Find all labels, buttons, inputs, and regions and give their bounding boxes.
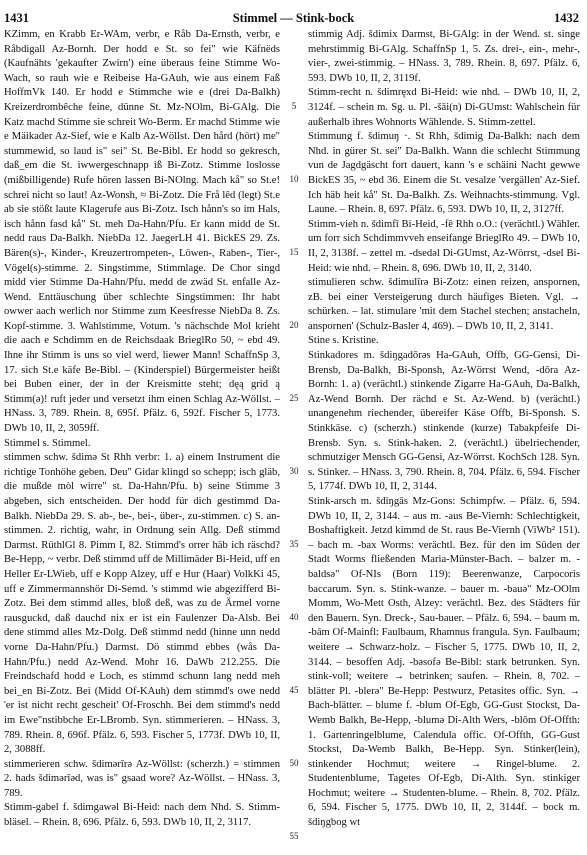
line-number: 10	[289, 174, 299, 184]
entry-stimmen: stimmen schw. šdimə St Rhh verbr: 1. a) einem Instrument die richtige Tonhöhe geben. Deu" Gidar klingd so schepp; isch gläb, die mußde mòl wirre" st. Da-Hahn/Pfu. b) seine Stimme 3 abgeben, sich entscheiden. Der hodd für dich gestimmd Da-Balkh. NiebDa 29. S. ab-, be-, bei-, über-, zu-stimmen. c) S. an-stimmen. 2. richtig, wahr, in Ordnung sein Allg. Deß stimmd Darmst. RüthlGl 8. Pimm I, 82. Stimmd's orrer häb ich räschd? Be-Hepp, ~ verbr. Deß stimmd uff de Millimäder Bi-Heid, uff en Heller Er-LWieb, uff e Kopp Alzey, uff e Hur (Haar) VolkKi 45, uff e Zimmermannshör Di-Semd. 's stimmd wie abgezifferd Bi-Zotz. Bei dem stimmd alles, bloß deß, was zu de Ärmel vorne rausguckd, daß dauchd nix er ist ein Faulenzer Da-Alsb. Bei dene stimmd alles Mz-Dolg. Deß stimmd nedd (hinne unn nedd vorne Da-Hahn/Pfu.) Darmst. Dö stimmd ebbes (wås Da-Hahn/Pfu.) nedd Az-Wend. Mohr 16. DaWb 212.255. Die Freindschafd hodd e Loch, es stimmd schunn lang nedd meh bei_en Bi-Zotz. Bei (Midd Of-KAuh) dem stimmd's owe nedd 'er ist nicht recht gescheit' Of-Froschh. Bei dem stimmd's nedd im Ewe"nstibbche Er-LBromb. Syn. stimmerieren. – HNass. 3, 789. Rhein. 8, 696f. Pfälz. 6, 593. Fischer 5, 1773f. DWb 10, II, 2, 3088ff.	[4, 452, 280, 756]
right-column	[308, 28, 580, 849]
entry-stimm-gabel: Stimm-gabel f. šdimgawəl Bi-Heid: nach dem Nhd. S. Stimm-bläsel. – Rhein. 8, 696. Pfälz. 6, 593. DWb 10, II, 2, 3117.	[4, 802, 280, 829]
page-header	[0, 10, 587, 26]
line-number: 5	[291, 101, 297, 111]
page-number-right: 1432	[554, 11, 579, 25]
line-number: 35	[289, 539, 299, 549]
entry-stine: Stine s. Kristine.	[308, 335, 379, 347]
line-number: 25	[289, 393, 299, 403]
entry-stimmel: Stimmel s. Stimmel.	[4, 437, 91, 449]
line-number-gutter	[283, 28, 305, 849]
line-number: 50	[289, 758, 299, 768]
line-number: 55	[289, 831, 299, 841]
entry-stimm-vieh: Stimm-vieh n. šdimfī Bi-Heid, -fē Rhh o.O.: (verächtl.) Wähler. um forr sich Schdimmvveh enseifange BrieglRo 49. – DWb 10, II, 2, 3138f. – zettel m. -dsedəl Di-GUmst, Az-Wörrst, -dsel Bi-Heid: wie nhd. – Rhein. 8, 696. DWb 10, II, 2, 3140.	[308, 218, 580, 274]
line-number: 20	[289, 320, 299, 330]
entry-stimulieren: stimulieren schw. šdimulīrə Bi-Zotz: einen reizen, anspornen, zB. bei einer Versteigerung durch häufiges Bieten. Vgl. → schürken. – lat. stimulare 'mit dem Stachel stechen; anstacheln, anspornen' (Schulz-Basler 4, 469). – DWb 10, II, 2, 3141.	[308, 277, 580, 332]
left-column	[4, 28, 280, 849]
entry-stimmerieren: stimmerieren schw. šdimərīrə Az-Wöllst: (scherzh.) = stimmen 2. hads šdimərīəd, was is" gsaad wore? Az-Wöllst. – HNass. 3, 789.	[4, 758, 280, 799]
line-number: 40	[289, 612, 299, 622]
entry-stinkadores: Stinkadores m. šdiŋgadōrəs Ha-GAuh, Offb, GG-Gensi, Di-Brensb, Da-Balkh, Bi-Sponsh, Az-Wörrst Wend, -dōra Az-Bornh: 1. a) (verächtl.) stinkende Zigarre Ha-GAuh, Da-Balkh, Az-Wend Bornh. Der rächd e St. Az-Wend. b) (verächtl.) unangenehm riechender, übereifer Käse Offb, Bi-Sponsh. S. Stinkkäse. c) (scherzh.) stinkende (kurze) Tabakpfeife Di-Brensb. Syn. s. Stink-haken. 2. (verächtl.) übelriechender, schmutziger Mensch GG-Gensi, Az-Wörrst. KochSch 128. Syn. s. Stinker. – HNass. 3, 790. Rhein. 8, 704. Pfälz. 6, 594. Fischer 5, 1774f. DWb 10, II, 2, 3144.	[308, 350, 580, 493]
entry-stimme-continued: KZimm, en Krabb Er-WAm, verbr, e Råb Da-Ernsth, verbr, e Råbdigall Az-Bornh. Der hodd e St. so fei" wie Käfnëds (Kaufnähts 'gekaufter Zwirn') eine überaus feine Stimme Wo-Wach, so rauh wie e Reibeise Ha-GAuh, wie aus einem Faß HoffmVk 140. Er hodd e Stimmche wie e (drei Da-Balkh) Kreizerdrombêche feine, dünne St. Mz-NOlm, Bi-GAlg. Die Katz machd Stimme sie schreit Wo-Berm. Er machd Stimme wie e Mäikader Az-Sief, wie e Kalb Az-Wöllst. Den hård (hört) me" stummewid, so laud is" sei" St. Be-Bibl. Er hodd so gekresch, daß_em die St. iwwergeschnapp iß Bi-Zotz. Stimme loslosse (mißbilligende) Rufe hören lassen Bi-NOlng. Mach kå" so St.e! schrei nicht so laut! Az-Wonsh, ≈ Bi-Zotz. Die Frå lêd (legt) St.e ab sie stößt laute Klagerufe aus Bi-Zotz. Isch hånn's so im Hals, isch hånn fasd kå" St. meh Da-Hahn/Pfu. Er kann midd de St. nedd raus Da-Balkh. NiebDa 12. JaegerLH 41. BickES 29. Zs. Bären(s)-, Kinder-, Kreuzertrompeten-, Löwen-, Raben-, Tier-, Vögel(s)-stimme. 2. Singstimme, Stimmlage. De Chor singd midd vier Stimme Da-Hahn/Pfu. medd de zwäd St. enfalle Az-Wend. Enttäuschung über schlechte Singstimmen: Ihr habt owwer aach werlich nor Stimme zum Keesfresse NiebDa 8. Zs. Kopf-stimme. 3. Wahlstimme, Votum. 's nächschde Mol krieht die aach e Schdimm en de Reichsdaak BrieglRo 50, ~ ebd 49. Ihne ihr Stimm is uns so viel werd, liewer Mann! SchaffnSp 3, 17. sich St.e käfe Be-Bibl. – (Kinderspiel) Bürgermeister heißt bei Buben einer, der in der Kreismitte steht; dęą grid ą Stimm(ə)! ruft jeder und versetzt ihm einen Schlag Az-Wöllst. – HNass. 3, 789. Rhein. 8, 695f. Pfälz. 6, 592f. Fischer 5, 1773. DWb 10, II, 2, 3059ff.	[4, 29, 280, 435]
entry-stimmung: Stimmung f. šdimuŋ ·. St Rhh, šdimig Da-Balkh: nach dem Nhd. in gürer St. sei" Da-Balkh. Wann die schlecht Stimmung vun de Jagdgäscht fort dauert, kann 's e schäini Nacht gewwe BickES 35, ~ ebd 36. Einem die St. vesalze 'vergällen' Az-Sief. Ich häb heit kå" St. Da-Balkh. Zs. Weihnachts-stimmung. Vgl. Laune. – Rhein. 8, 697. Pfälz. 6, 593. DWb 10, II, 2, 3127ff.	[308, 131, 580, 216]
running-head: Stimmel — Stink-bock	[232, 11, 355, 25]
entry-stink-arsch: Stink-arsch m. šdiŋgās Mz-Gons: Schimpfw. – Pfälz. 6, 594. DWb 10, II, 2, 3144. – aus m. -aus Be-Viernh: Schlechtigkeit, Boshaftigkeit. Jetzd kimmd de St. raus Be-Viernh (ViWb² 151). – bach m. -bax Worms: verächtl. Bez. für den im Süden der Stadt Worms fließenden Maria-Münster-Bach. – balzer m. -baldsə" Of-NIs (Born 119): Beerenwanze, Carpocoris baccarum. Syn. s. Stink-wanze. – bauer m. -bauə" Mz-OOlm Momm, Wo-Mett Osth, Alzey: verächtl. Bez. des Städters für den Bauern. Syn. Dreck-, Sau-bauer. – Pfälz. 6, 594. – baum m. -bām Of-Mainfl: Faulbaum, Rhamnus frangula. Syn. Faulbaum; weitere → Schwarz-holz. – Fischer 5, 1775. DWb 10, II, 2, 3144. – besoffen Adj. -bəsofə Be-Bibl: stark betrunken. Syn. stink-voll; weitere → betrinken; saufen. – Rhein. 8, 702. – blätter Pl. -blerə" Be-Hepp: Pestwurz, Petasites offic. Syn. → Bach-blätter. – blume f. -blum Of-Egb, GG-Gust Stockst, Da-Wemb Balkh, Be-Hepp, -blumə Di-Alth Wers, -blōm Of-Offth: 1. Gartenringelblume, Calendula offic. Of-Offth, GG-Gust Stockst, Da-Wemb Balkh, Be-Hepp. Syn. Stinker(lein), stinkender Hochmut; weitere → Ringel-blume. 2. Studentenblume, Tagetes Of-Egb, Di-Alth. Syn. stinkiger Hochmut; weitere → Studenten-blume. – Rhein. 8, 702. Pfälz. 6, 594. Fischer 5, 1775. DWb 10, II, 2, 3144f. – bock m. šdiŋgbog wt	[308, 496, 580, 829]
line-number: 15	[289, 247, 299, 257]
entry-stimmig: stimmig Adj. šdimix Darmst, Bi-GAlg: in der Wend. st. singe mehrstimmig Bi-GAlg. SchaffnSp 1, 5. Zs. drei-, ein-, mehr-, vier-, zwei-stimmig. – HNass. 3, 789. Rhein. 8, 697. Pfälz. 6, 593. DWb 10, II, 2, 3119f.	[308, 29, 580, 84]
page-number-left: 1431	[4, 11, 29, 25]
entry-stimm-recht: Stimm-recht n. šdimręxd Bi-Heid: wie nhd. – DWb 10, II, 2, 3124f. – schein m. Sg. u. Pl. -šāi(n) Di-GUmst: Wahlschein für außerhalb ihres Wohnorts Wählende. S. Stimm-zettel.	[308, 87, 580, 128]
line-number: 45	[289, 685, 299, 695]
line-number: 30	[289, 466, 299, 476]
